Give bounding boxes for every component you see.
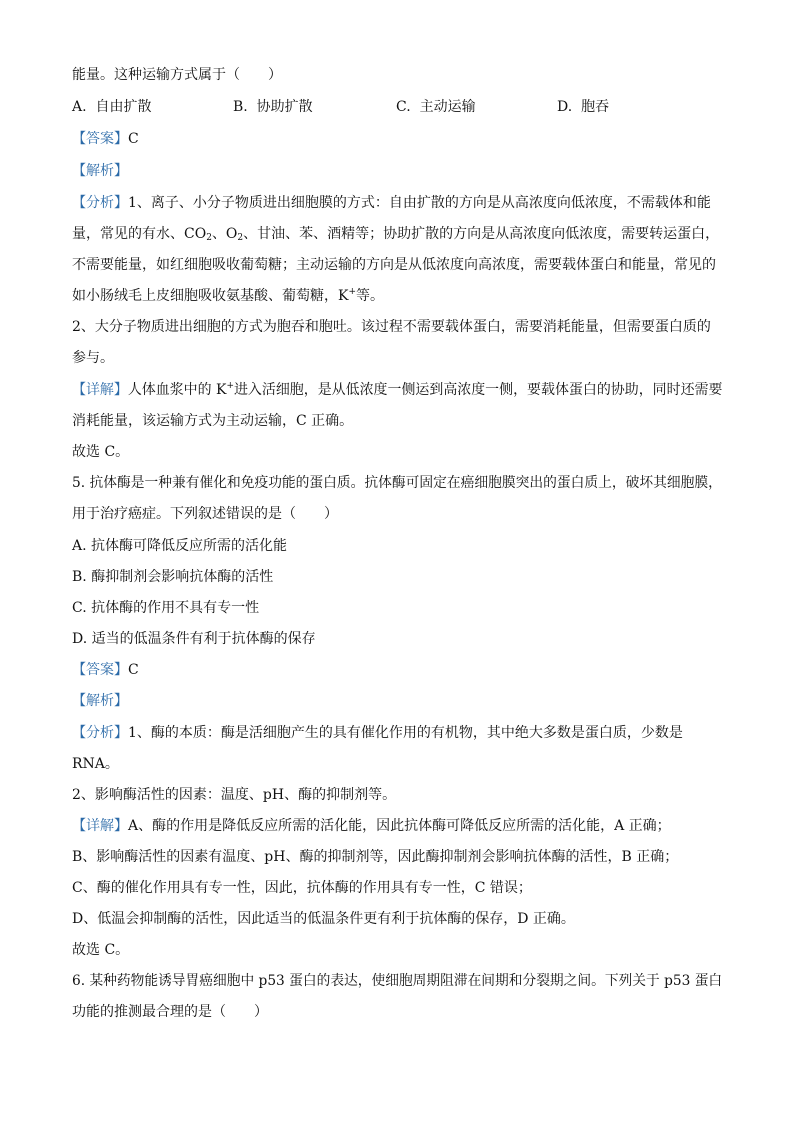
q4-conclusion: 故选 C。: [72, 444, 130, 460]
q4-option-a: A. 自由扩散: [72, 99, 152, 115]
q4-answer-line: [72, 130, 139, 148]
q4-answer: C: [128, 131, 139, 147]
q5-analysis-line-2: RNA。: [72, 756, 119, 772]
q5-detail-line-4: D、低温会抑制酶的活性，因此适当的低温条件更有利于抗体酶的保存，D 正确。: [72, 911, 575, 927]
answer-tag: 【答案】: [72, 131, 128, 147]
q5-stem-line-1: 5. 抗体酶是一种兼有催化和免疫功能的蛋白质。抗体酶可固定在癌细胞膜突出的蛋白质上，破坏其细胞膜，: [72, 475, 722, 491]
answer-tag: 【答案】: [72, 662, 128, 678]
q4-stem-tail: 能量。这种运输方式属于（ ）: [72, 67, 282, 83]
q5-option-a: A. 抗体酶可降低反应所需的活化能: [72, 538, 288, 554]
q5-stem-line-2: 用于治疗癌症。下列叙述错误的是（ ）: [72, 506, 338, 522]
q5-jiexi-tag: 【解析】: [72, 693, 128, 709]
q4-detail-line-2: 消耗能量，该运输方式为主动运输，C 正确。: [72, 413, 354, 429]
q5-analysis-line-1: 【分析】1、酶的本质：酶是活细胞产生的具有催化作用的有机物，其中绝大多数是蛋白质，少数是: [72, 725, 683, 741]
analysis-tag: 【分析】: [72, 725, 128, 741]
q5-detail-line-1: 【详解】A、酶的作用是降低反应所需的活化能，因此抗体酶可降低反应所需的活化能，A 正确；: [72, 818, 671, 834]
q4-option-b: B. 协助扩散: [233, 99, 313, 115]
q5-detail-line-2: B、影响酶活性的因素有温度、pH、酶的抑制剂等，因此酶抑制剂会影响抗体酶的活性，B 正确；: [72, 849, 679, 865]
analysis-tag: 【分析】: [72, 195, 128, 211]
q5-answer: C: [128, 662, 139, 678]
q5-option-b: B. 酶抑制剂会影响抗体酶的活性: [72, 569, 274, 585]
q4-analysis-line-5: 2、大分子物质进出细胞的方式为胞吞和胞吐。该过程不需要载体蛋白，需要消耗能量，但需要蛋白质的: [72, 319, 711, 335]
detail-tag: 【详解】: [72, 818, 128, 834]
q5-option-c: C. 抗体酶的作用不具有专一性: [72, 600, 260, 616]
q4-analysis-line-2: 量，常见的有水、$CO_2$、$O_2$、甘油、苯、酒精等；协助扩散的方向是从高浓度向低浓度，需要转运蛋白，: [72, 226, 720, 243]
q4-option-d: D. 胞吞: [557, 99, 610, 115]
q5-option-d: D. 适当的低温条件有利于抗体酶的保存: [72, 631, 316, 647]
q5-answer-line: [72, 661, 139, 679]
q4-option-c: C. 主动运输: [396, 99, 476, 115]
detail-tag: 【详解】: [72, 382, 128, 398]
q4-analysis-line-4: 如小肠绒毛上皮细胞吸收氨基酸、葡萄糖，K+等。: [72, 287, 385, 304]
q5-conclusion: 故选 C。: [72, 942, 130, 958]
q4-jiexi-tag: 【解析】: [72, 163, 128, 179]
q4-analysis-line-1: 【分析】1、离子、小分子物质进出细胞膜的方式：自由扩散的方向是从高浓度向低浓度，不需载体和能: [72, 195, 711, 211]
q4-detail-line-1: 【详解】人体血浆中的 K+进入活细胞，是从低浓度一侧运到高浓度一侧，要载体蛋白的协助，同时还需要: [72, 381, 723, 398]
q4-analysis-line-6: 参与。: [72, 350, 114, 366]
q4-analysis-line-3: 不需要能量，如红细胞吸收葡萄糖；主动运输的方向是从低浓度向高浓度，需要载体蛋白和能量，常见的: [72, 257, 716, 273]
q5-analysis-line-3: 2、影响酶活性的因素：温度、pH、酶的抑制剂等。: [72, 787, 397, 803]
q5-detail-line-3: C、酶的催化作用具有专一性，因此，抗体酶的作用具有专一性，C 错误；: [72, 880, 532, 896]
q6-stem-line-2: 功能的推测最合理的是（ ）: [72, 1004, 268, 1020]
q6-stem-line-1: 6. 某种药物能诱导胃癌细胞中 p53 蛋白的表达，使细胞周期阻滞在间期和分裂期之间。下列关于 p53 蛋白: [72, 973, 723, 989]
